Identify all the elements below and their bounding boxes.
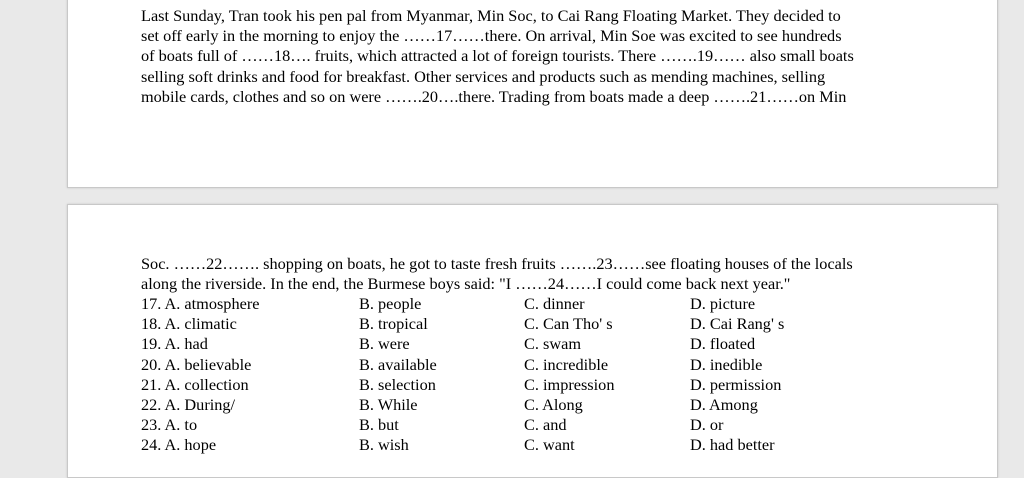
passage-line: selling soft drinks and food for breakfast. Other services and products such as mending machines, selling xyxy=(141,66,826,86)
option-d: D. floated xyxy=(690,334,756,354)
option-a: 19. A. had xyxy=(141,334,208,354)
option-d: D. permission xyxy=(690,374,782,394)
option-b: B. selection xyxy=(359,374,436,394)
document-page-2 xyxy=(67,204,998,478)
option-b: B. tropical xyxy=(359,314,428,334)
option-a: 17. A. atmosphere xyxy=(141,294,260,313)
passage-line: set off early in the morning to enjoy the ……17……there. On arrival, Min Soe was excited to see hundreds xyxy=(141,26,842,46)
option-c: C. want xyxy=(524,435,575,455)
passage-line: Last Sunday, Tran took his pen pal from Myanmar, Min Soc, to Cai Rang Floating Market. They decided to xyxy=(141,6,841,25)
option-d: D. had better xyxy=(690,435,775,455)
option-d: D. inedible xyxy=(690,354,763,374)
option-b: B. people xyxy=(359,294,422,313)
option-d: D. picture xyxy=(690,294,756,313)
option-b: B. While xyxy=(359,394,418,414)
passage-line: of boats full of ……18…. fruits, which attracted a lot of foreign tourists. There …….19…… also small boats xyxy=(141,46,854,66)
document-page-1 xyxy=(67,0,998,188)
option-d: D. Cai Rang' s xyxy=(690,314,785,334)
passage-line: along the riverside. In the end, the Burmese boys said: "I ……24……I could come back next year." xyxy=(141,274,791,294)
option-a: 22. A. During/ xyxy=(141,394,236,414)
option-c: C. impression xyxy=(524,374,615,394)
passage-line: mobile cards, clothes and so on were …….20….there. Trading from boats made a deep …….21……on Min xyxy=(141,86,847,106)
passage-paragraph-part1 xyxy=(141,6,951,107)
option-d: D. or xyxy=(690,415,724,435)
option-c: C. Can Tho' s xyxy=(524,314,613,334)
option-b: B. were xyxy=(359,334,410,354)
option-a: 20. A. believable xyxy=(141,354,252,374)
option-b: B. but xyxy=(359,415,399,435)
option-c: C. dinner xyxy=(524,294,585,313)
option-a: 21. A. collection xyxy=(141,374,249,394)
option-c: C. and xyxy=(524,415,567,435)
option-c: C. swam xyxy=(524,334,581,354)
option-b: B. wish xyxy=(359,435,409,455)
passage-paragraph-part2 xyxy=(141,254,951,294)
option-b: B. available xyxy=(359,354,437,374)
option-c: C. Along xyxy=(524,394,583,414)
option-c: C. incredible xyxy=(524,354,609,374)
option-a: 24. A. hope xyxy=(141,435,217,455)
option-a: 23. A. to xyxy=(141,415,198,435)
option-d: D. Among xyxy=(690,394,758,414)
option-a: 18. A. climatic xyxy=(141,314,237,334)
passage-line: Soc. ……22……. shopping on boats, he got to taste fresh fruits …….23……see floating houses of the locals xyxy=(141,254,853,273)
